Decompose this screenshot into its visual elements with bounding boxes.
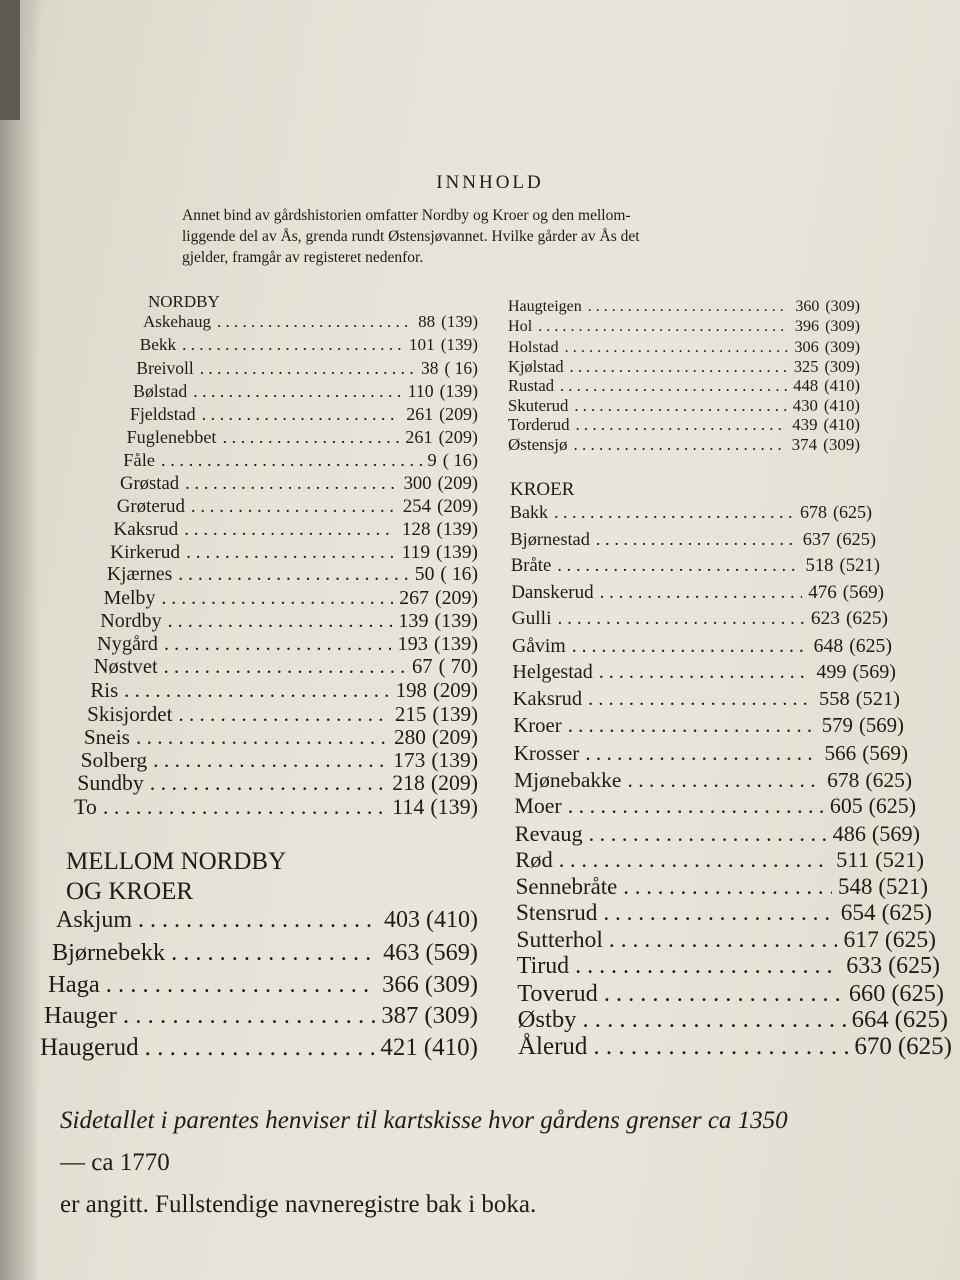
leader-dots (106, 971, 376, 999)
kroer-heading: KROER (510, 479, 575, 500)
entry-map-ref: (410) (824, 376, 860, 396)
leader-dots (565, 337, 789, 357)
entry-map-ref: (209) (435, 587, 478, 610)
entry-page: 448 (793, 376, 819, 396)
leader-dots (588, 298, 790, 316)
leader-dots (153, 748, 387, 773)
leader-dots (568, 794, 824, 819)
leader-dots (161, 450, 422, 471)
entry-map-ref: ( 16) (442, 449, 478, 470)
leader-dots (600, 582, 803, 604)
leader-dots (559, 847, 830, 873)
index-entry (516, 927, 936, 954)
entry-page: 403 (384, 907, 421, 933)
mellom-heading (66, 847, 286, 907)
entry-page: 218 (392, 771, 425, 796)
entry-map-ref: (625) (897, 1033, 952, 1060)
entry-page: 486 (832, 820, 866, 846)
entry-name: Gåvim (512, 634, 566, 657)
index-entry (510, 529, 876, 550)
entry-name: Stensrud (516, 900, 598, 927)
entry-map-ref: ( 70) (438, 656, 478, 679)
entry-page: 173 (393, 748, 426, 773)
leader-dots (161, 587, 393, 610)
entry-page: 128 (401, 518, 431, 540)
entry-name: Gulli (511, 608, 552, 630)
entry-page: 548 (838, 873, 873, 899)
entry-map-ref: (569) (852, 661, 896, 684)
leader-dots (568, 714, 816, 738)
entry-name: Sundby (77, 771, 144, 796)
leader-dots (186, 542, 396, 564)
entry-map-ref: (625) (891, 979, 944, 1007)
entry-page: 579 (821, 714, 853, 738)
index-entry (511, 555, 880, 577)
entry-page: 660 (848, 979, 886, 1007)
index-entry (123, 450, 478, 471)
entry-map-ref: (309) (424, 970, 478, 998)
entry-map-ref: (209) (430, 771, 478, 796)
index-entry (52, 939, 478, 967)
entry-page: 670 (854, 1033, 892, 1060)
leader-dots (123, 1002, 375, 1030)
entry-page: 198 (395, 679, 427, 703)
entry-name: Grøstad (120, 472, 180, 494)
index-entry (90, 679, 478, 703)
leader-dots (168, 610, 393, 633)
entry-page: 678 (800, 502, 827, 522)
entry-page: 558 (819, 687, 850, 710)
entry-name: Holstad (508, 337, 559, 357)
leader-dots (599, 661, 811, 684)
leader-dots (570, 357, 788, 377)
entry-name: Skisjordet (87, 702, 173, 727)
index-entry (515, 821, 920, 847)
entry-page: 88 (418, 312, 436, 331)
index-entry (44, 1002, 478, 1030)
entry-page: 306 (794, 337, 819, 357)
entry-page: 387 (381, 1002, 419, 1030)
entry-map-ref: (625) (845, 608, 888, 630)
entry-page: 193 (397, 633, 428, 656)
entry-page: 215 (394, 702, 427, 727)
entry-page: 678 (827, 767, 860, 792)
entry-page: 325 (793, 356, 819, 376)
entry-map-ref: (209) (432, 679, 478, 703)
leader-dots (202, 404, 401, 425)
entry-name: Bjørnebekk (52, 938, 166, 966)
leader-dots (193, 381, 401, 402)
entry-page: 267 (399, 587, 429, 610)
entry-name: Hol (508, 317, 533, 335)
index-entry (130, 404, 478, 425)
entry-page: 430 (792, 395, 818, 415)
index-entry (510, 502, 872, 523)
index-entry (512, 635, 892, 658)
leader-dots (593, 1033, 848, 1061)
index-entry (516, 874, 928, 900)
entry-map-ref: (139) (439, 380, 478, 401)
leader-dots (164, 656, 406, 679)
page-title: INNHOLD (436, 172, 544, 193)
entry-map-ref: (625) (868, 794, 916, 819)
index-entry (113, 519, 478, 541)
entry-name: Nordby (100, 610, 162, 633)
entry-page: 300 (403, 472, 432, 494)
entry-map-ref: (139) (436, 518, 478, 540)
intro-paragraph (182, 205, 822, 268)
index-entry (513, 688, 900, 711)
entry-map-ref: (139) (441, 312, 478, 331)
entry-name: Nøstvet (93, 656, 158, 679)
leader-dots (627, 768, 821, 793)
index-entry (97, 633, 478, 656)
entry-name: Fuglenebbet (126, 426, 217, 447)
entry-name: Ålerud (518, 1033, 588, 1060)
entry-map-ref: (625) (865, 767, 912, 792)
entry-page: 254 (402, 495, 432, 517)
entry-map-ref: (569) (858, 714, 904, 738)
entry-map-ref: ( 16) (444, 357, 478, 378)
leader-dots (557, 608, 804, 630)
entry-map-ref: (410) (423, 1034, 478, 1061)
entry-name: Kaksrud (113, 518, 179, 540)
entry-page: 648 (813, 634, 844, 657)
entry-map-ref: (410) (823, 395, 860, 415)
mellom-heading-line-2: OG KROER (66, 878, 194, 905)
index-entry (512, 608, 888, 630)
entry-map-ref: (625) (884, 926, 936, 953)
entry-page: 476 (808, 581, 837, 603)
entry-name: Mjønebakke (514, 767, 622, 792)
entry-map-ref: (139) (431, 748, 478, 773)
footnote (60, 1100, 960, 1226)
index-entry (94, 656, 478, 679)
index-entry (56, 907, 478, 934)
index-entry (513, 714, 904, 738)
entry-map-ref: (209) (439, 403, 478, 424)
nordby-heading: NORDBY (148, 292, 220, 311)
entry-name: Bekk (139, 334, 177, 354)
index-entry (133, 381, 478, 402)
entry-name: Torderud (508, 415, 570, 435)
leader-dots (222, 427, 399, 448)
entry-name: Breivoll (136, 357, 194, 378)
leader-dots (178, 702, 388, 727)
entry-page: 114 (392, 794, 425, 819)
leader-dots (136, 725, 388, 750)
entry-name: Kroer (513, 714, 562, 738)
index-entry (136, 358, 478, 379)
index-entry (40, 1034, 478, 1062)
leader-dots (604, 980, 843, 1008)
entry-page: 261 (406, 403, 434, 424)
index-entry (87, 702, 478, 727)
entry-page: 38 (421, 357, 439, 378)
index-entry (117, 496, 478, 518)
footnote-line-2-prefix: — ca 1770 (60, 1149, 170, 1176)
entry-map-ref: (569) (425, 938, 478, 966)
entry-name: Bølstad (133, 380, 188, 401)
index-entry (508, 337, 860, 357)
entry-map-ref: (139) (434, 610, 478, 633)
entry-map-ref: (569) (862, 740, 908, 765)
entry-name: Toverud (517, 979, 598, 1007)
leader-dots (145, 1034, 375, 1062)
leader-dots (574, 435, 786, 455)
leader-dots (589, 821, 827, 847)
entry-name: Kjærnes (106, 564, 173, 586)
leader-dots (185, 473, 398, 495)
entry-name: Kaksrud (512, 687, 583, 710)
entry-page: 654 (840, 900, 876, 927)
entry-map-ref: (309) (824, 356, 860, 376)
entry-map-ref: (410) (426, 907, 478, 933)
index-entry (143, 312, 478, 332)
index-entry (508, 435, 860, 455)
leader-dots (576, 415, 787, 435)
leader-dots (182, 335, 403, 355)
entry-name: Solberg (80, 748, 148, 773)
entry-map-ref: (209) (437, 472, 478, 494)
entry-map-ref: (139) (440, 334, 478, 354)
entry-name: Haugerud (40, 1034, 139, 1061)
entry-map-ref: (521) (875, 847, 924, 873)
entry-name: Hauger (44, 1002, 117, 1030)
index-entry (508, 415, 860, 435)
entry-name: Rød (515, 847, 553, 873)
leader-dots (191, 496, 397, 518)
leader-dots (178, 564, 409, 586)
index-entry (508, 396, 860, 416)
index-entry (120, 473, 478, 495)
leader-dots (588, 688, 813, 711)
footnote-line-2-rest: er angitt. Fullstendige navneregistre bak i boka. (60, 1191, 537, 1218)
leader-dots (582, 1006, 845, 1034)
entry-page: 566 (824, 740, 857, 765)
leader-dots (609, 927, 838, 954)
leader-dots (557, 555, 799, 577)
index-entry (81, 748, 478, 773)
intro-line: gjelder, framgår av registeret nedenfor. (182, 249, 424, 266)
entry-name: Moer (514, 794, 562, 819)
entry-map-ref: (625) (894, 1006, 948, 1034)
entry-page: 664 (851, 1006, 889, 1034)
entry-map-ref: (309) (824, 337, 860, 357)
entry-map-ref: (209) (437, 495, 478, 517)
entry-map-ref: (309) (825, 317, 860, 335)
entry-name: Sennebråte (515, 873, 618, 899)
entry-name: Østensjø (508, 435, 568, 454)
mellom-heading-line-1: MELLOM NORDBY (66, 848, 287, 875)
entry-page: 280 (394, 725, 426, 750)
leader-dots (164, 633, 392, 656)
entry-map-ref: (625) (833, 502, 872, 522)
entry-page: 623 (810, 608, 840, 630)
leader-dots (103, 794, 386, 820)
entry-page: 499 (816, 661, 847, 684)
entry-name: Danskerud (511, 581, 594, 603)
entry-page: 396 (794, 317, 820, 335)
footnote-line-2 (60, 1142, 960, 1226)
leader-dots (623, 874, 832, 900)
entry-page: 637 (802, 528, 831, 549)
index-entry (508, 376, 860, 396)
index-entry (512, 661, 896, 684)
entry-name: Tirud (516, 953, 570, 980)
entry-name: Revaug (514, 820, 583, 846)
entry-page: 67 (412, 656, 433, 679)
index-entry (100, 610, 478, 633)
index-entry (104, 587, 478, 610)
entry-map-ref: (521) (839, 555, 880, 577)
leader-dots (560, 376, 787, 396)
entry-name: Bråte (510, 555, 552, 577)
leader-dots (171, 939, 377, 967)
leader-dots (217, 312, 412, 332)
intro-line: Annet bind av gårdshistorien omfatter Nordby og Kroer og den mellom- (182, 207, 631, 224)
entry-name: Askehaug (143, 312, 211, 331)
leader-dots (138, 907, 378, 934)
footnote-line-1: Sidetallet i parentes henviser til kartskisse hvor gårdens grenser ca 1350 (60, 1107, 788, 1134)
leader-dots (575, 953, 840, 980)
entry-map-ref: (139) (430, 794, 478, 819)
index-entry (107, 564, 478, 586)
entry-map-ref: (569) (842, 581, 884, 603)
entry-map-ref: (625) (836, 528, 876, 549)
entry-name: Helgestad (512, 661, 593, 684)
index-entry (517, 980, 944, 1008)
entry-map-ref: (521) (855, 687, 900, 710)
index-entry (508, 357, 860, 377)
entry-map-ref: (139) (432, 702, 478, 727)
entry-map-ref: (139) (433, 633, 478, 656)
leader-dots (554, 502, 794, 523)
index-entry (514, 768, 912, 793)
entry-page: 139 (398, 610, 429, 633)
entry-name: Melby (103, 587, 156, 610)
entry-name: Krosser (513, 740, 580, 765)
entry-name: Askjum (56, 907, 133, 933)
entry-name: To (74, 794, 97, 819)
index-entry (127, 427, 478, 448)
entry-page: 101 (408, 334, 435, 354)
leader-dots (585, 741, 818, 766)
entry-name: Haugteigen (508, 298, 582, 315)
entry-name: Bakk (510, 502, 548, 522)
entry-name: Bjørnestad (510, 528, 590, 549)
entry-name: Rustad (508, 376, 555, 396)
entry-name: Sutterhol (516, 926, 603, 953)
index-entry (511, 582, 884, 604)
entry-map-ref: (139) (436, 541, 478, 563)
entry-page: 360 (795, 298, 820, 315)
entry-page: 518 (805, 555, 834, 577)
entry-page: 421 (380, 1034, 418, 1061)
index-entry (74, 794, 478, 820)
index-entry (48, 971, 478, 999)
entry-name: Fjeldstad (129, 403, 196, 424)
entry-page: 9 (427, 449, 437, 470)
index-entry (517, 953, 940, 980)
index-entry (77, 771, 478, 796)
entry-page: 119 (401, 541, 431, 563)
index-entry (110, 542, 478, 564)
index-entry (518, 1006, 948, 1034)
entry-page: 617 (843, 926, 879, 953)
entry-name: Haga (48, 970, 100, 998)
entry-map-ref: (209) (438, 426, 478, 447)
entry-map-ref: (309) (823, 435, 860, 454)
entry-name: Sneis (83, 725, 130, 750)
entry-map-ref: (625) (888, 953, 940, 980)
index-entry (140, 335, 478, 355)
entry-map-ref: (309) (825, 298, 860, 315)
entry-name: Kjølstad (508, 356, 564, 376)
index-entry (84, 725, 478, 750)
entry-map-ref: (410) (823, 415, 860, 435)
entry-page: 374 (791, 435, 818, 454)
entry-name: Skuterud (508, 395, 569, 415)
entry-map-ref: (625) (881, 900, 932, 927)
leader-dots (538, 318, 789, 336)
entry-map-ref: (625) (849, 634, 892, 657)
index-entry (518, 1033, 952, 1061)
entry-map-ref: (309) (424, 1002, 478, 1030)
entry-page: 261 (405, 426, 433, 447)
entry-page: 439 (792, 415, 818, 435)
entry-page: 511 (836, 847, 870, 873)
entry-name: Grøterud (116, 495, 185, 517)
entry-page: 633 (846, 953, 883, 980)
leader-dots (603, 900, 834, 927)
entry-name: Ris (90, 679, 119, 703)
entry-map-ref: ( 16) (440, 564, 478, 586)
entry-name: Fåle (123, 449, 155, 470)
intro-line: liggende del av Ås, grenda rundt Østensjøvannet. Hvilke gårder av Ås det (182, 228, 640, 245)
index-entry (508, 318, 860, 336)
index-entry (514, 741, 908, 766)
entry-map-ref: (209) (431, 725, 478, 750)
index-entry (516, 900, 932, 927)
leader-dots (200, 358, 415, 379)
leader-dots (150, 771, 386, 796)
entry-name: Kirkerud (110, 541, 181, 563)
entry-page: 110 (407, 380, 434, 401)
leader-dots (596, 529, 797, 550)
index-entry (508, 298, 860, 316)
entry-name: Nygård (97, 633, 158, 656)
entry-page: 463 (383, 938, 420, 966)
entry-map-ref: (521) (878, 873, 928, 899)
leader-dots (124, 679, 390, 703)
entry-page: 605 (829, 794, 863, 819)
entry-map-ref: (569) (871, 820, 920, 846)
leader-dots (572, 635, 808, 658)
leader-dots (574, 396, 786, 416)
leader-dots (184, 519, 396, 541)
entry-name: Østby (517, 1006, 577, 1034)
entry-page: 366 (382, 970, 419, 998)
index-entry (514, 794, 916, 819)
page-edge-shadow (0, 0, 20, 120)
index-entry (515, 847, 924, 873)
entry-page: 50 (414, 564, 435, 586)
